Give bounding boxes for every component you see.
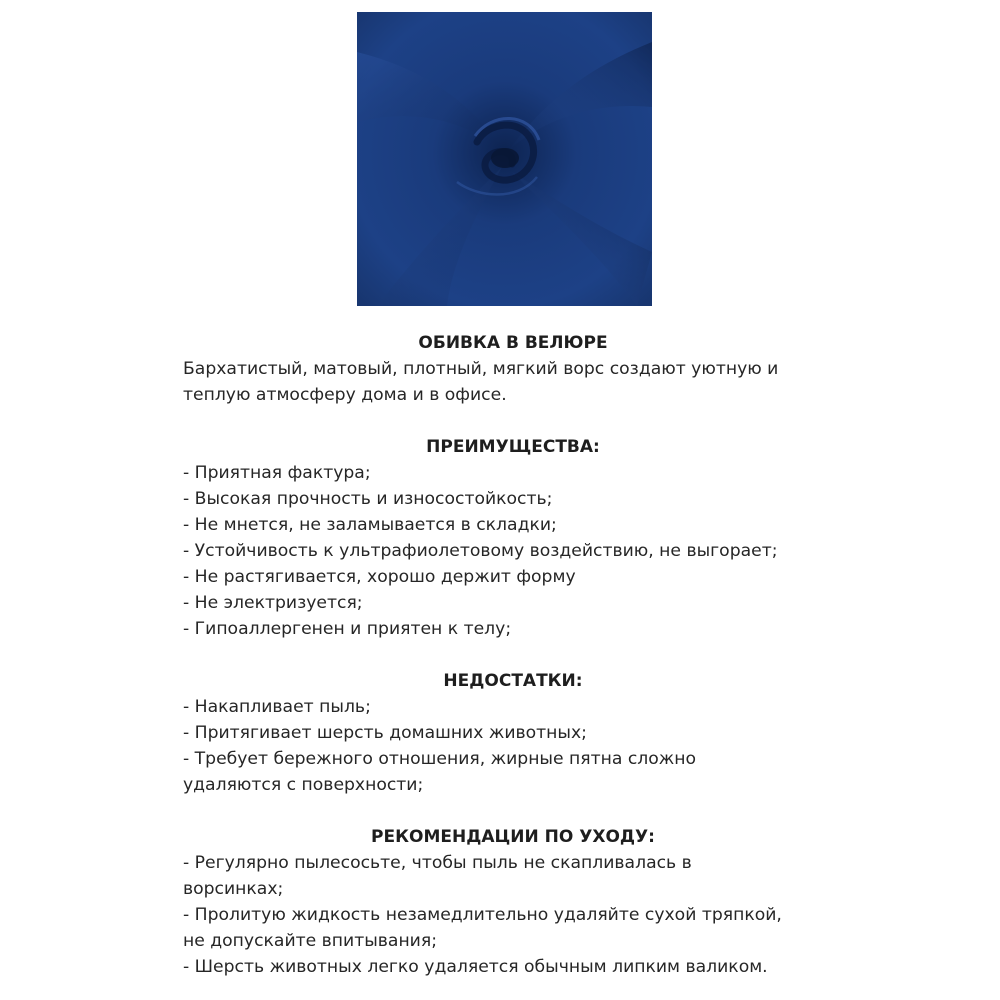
advantage-item: - Не мнется, не заламывается в складки; (183, 515, 557, 535)
disadvantages-heading: НЕДОСТАТКИ: (443, 671, 583, 691)
advantage-item: - Гипоаллергенен и приятен к телу; (183, 619, 512, 639)
advantage-item: - Устойчивость к ультрафиолетовому воздействию, не выгорает; (183, 541, 778, 561)
advantage-item: - Высокая прочность и износостойкость; (183, 489, 553, 509)
care-heading: РЕКОМЕНДАЦИИ ПО УХОДУ: (371, 827, 655, 847)
upholstery-line: теплую атмосферу дома и в офисе. (183, 385, 507, 405)
advantage-item: - Не растягивается, хорошо держит форму (183, 567, 576, 587)
disadvantage-item: - Накапливает пыль; (183, 697, 371, 717)
care-item: не допускайте впитывания; (183, 931, 437, 951)
care-item: ворсинках; (183, 879, 284, 899)
upholstery-heading: ОБИВКА В ВЕЛЮРЕ (418, 333, 608, 353)
upholstery-line: Бархатистый, матовый, плотный, мягкий ворс создают уютную и (183, 359, 779, 379)
advantages-heading: ПРЕИМУЩЕСТВА: (426, 437, 600, 457)
disadvantage-item: - Требует бережного отношения, жирные пятна сложно (183, 749, 697, 769)
care-item: - Регулярно пылесосьте, чтобы пыль не скапливалась в (183, 853, 692, 873)
advantage-item: - Приятная фактура; (183, 463, 371, 483)
description-content (183, 330, 843, 980)
fabric-swatch-image (357, 12, 652, 306)
disadvantage-item: - Притягивает шерсть домашних животных; (183, 723, 587, 743)
advantage-item: - Не электризуется; (183, 593, 363, 613)
care-item: - Пролитую жидкость незамедлительно удаляйте сухой тряпкой, (183, 905, 782, 925)
care-item: - Шерсть животных легко удаляется обычным липким валиком. (183, 957, 768, 977)
disadvantage-item: удаляются с поверхности; (183, 775, 424, 795)
